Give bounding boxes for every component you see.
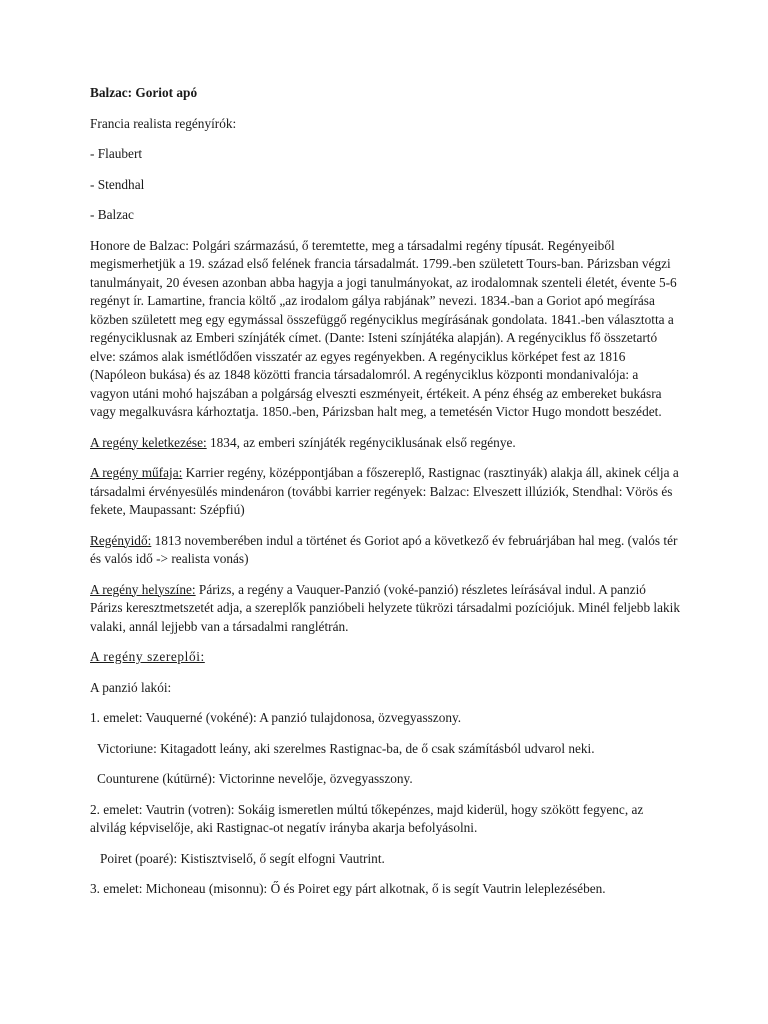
author-item-flaubert: - Flaubert xyxy=(90,146,143,161)
intro-line: Francia realista regényírók: xyxy=(90,115,237,131)
author-item-stendhal: - Stendhal xyxy=(90,176,145,192)
ido-paragraph xyxy=(90,532,680,569)
resident-michoneau: 3. emelet: Michoneau (misonnu): Ő és Poiret egy párt alkotnak, ő is segít Vautrin leleplezésében. xyxy=(90,881,606,896)
panzio-label: A panzió lakói: xyxy=(90,679,172,695)
helyszin-paragraph xyxy=(90,581,680,637)
mufaj-text: Karrier regény, középpontjában a főszereplő, Rastignac (rasztinyák) alakja áll, akinek célja a társadalmi érvényesülés mindenáron (további karrier regények: Balzac: Elveszett illúziók, Stendhal: Vörös és fekete, Maupassant: Szépfiú) xyxy=(90,465,679,517)
szereplok-heading xyxy=(90,648,680,667)
keletkezes-paragraph xyxy=(90,434,680,453)
szereplok-label: A regény szereplői: xyxy=(90,649,205,664)
mufaj-label: A regény műfaja: xyxy=(90,465,183,480)
author-item-balzac: - Balzac xyxy=(90,207,134,222)
mufaj-paragraph xyxy=(90,464,680,520)
resident-poiret: Poiret (poaré): Kistisztviselő, ő segít elfogni Vautrint. xyxy=(100,850,385,866)
helyszin-label: A regény helyszíne: xyxy=(90,581,196,597)
resident-counturene: Counturene (kútürné): Victorinne nevelője, özvegyasszony. xyxy=(97,771,413,786)
resident-vauquerne: 1. emelet: Vauquerné (vokéné): A panzió tulajdonosa, özvegyasszony. xyxy=(90,710,462,725)
resident-victoriune: Victoriune: Kitagadott leány, aki szerelmes Rastignac-ba, de ő csak számításból udvarol neki. xyxy=(97,740,595,756)
resident-vautrin: 2. emelet: Vautrin (votren): Sokáig ismeretlen múltú tőkepénzes, majd kiderül, hogy szökött fegyenc, az alvilág képviselője, aki Rastignac-ot negatív irányba akarja befolyásolni. xyxy=(90,801,644,835)
document-title: Balzac: Goriot apó xyxy=(90,85,198,100)
ido-text: 1813 novemberében indul a történet és Goriot apó a következő év februárjában hal meg. (valós tér és valós idő -> realista vonás) xyxy=(90,532,678,566)
helyszin-text: Párizs, a regény a Vauquer-Panzió (voké-panzió) részletes leírásával indul. A panzió Párizs keresztmetszetét adja, a szereplők panzióbeli helyzete tükrözi társadalmi pozíciójuk. Minél feljebb lakik valaki, annál lejjebb van a társadalmi ranglétrán. xyxy=(90,581,681,634)
document-page xyxy=(90,84,680,911)
bio-paragraph: Honore de Balzac: Polgári származású, ő teremtette, meg a társadalmi regény típusát. Regényeiből megismerhetjük a 19. század első felének francia társadalmát. 1799.-ben született Tours-ban. Párizsban végzi tanulmányait, 20 évesen azonban abba hagyja a jogi tanulmányokat, az irodalomnak szenteli életét, évente 5-6 regényt ír. Lamartine, francia költő „az irodalom gálya rabjának” nevezi. 1834.-ban a Goriot apó megírása közben született meg egy egymással összefüggő regényciklus megírásának gondolata. 1841.-ben választotta a regényciklusnak az Emberi színjáték címet. (Dante: Isteni színjátéka alapján). A regényciklus fő összetartó elve: számos alak ismétlődően visszatér az egyes regényekben. A regényciklus körképet fest az 1816 (Napóleon bukása) és az 1848 közötti francia társadalomról. A regényciklus központi mondanivalója: a vagyon utáni mohó hajszában a polgárság elveszti eszményeit, értékeit. A pénz éhség az embereket bukásra vagy megalkuvásra kárhoztatja. 1850.-ben, Párizsban halt meg, a temetésén Victor Hugo mondott beszédet. xyxy=(90,237,677,419)
keletkezes-text: 1834, az emberi színjáték regényciklusának első regénye. xyxy=(206,434,516,450)
ido-label: Regényidő: xyxy=(90,532,152,548)
keletkezes-label: A regény keletkezése: xyxy=(90,434,207,450)
